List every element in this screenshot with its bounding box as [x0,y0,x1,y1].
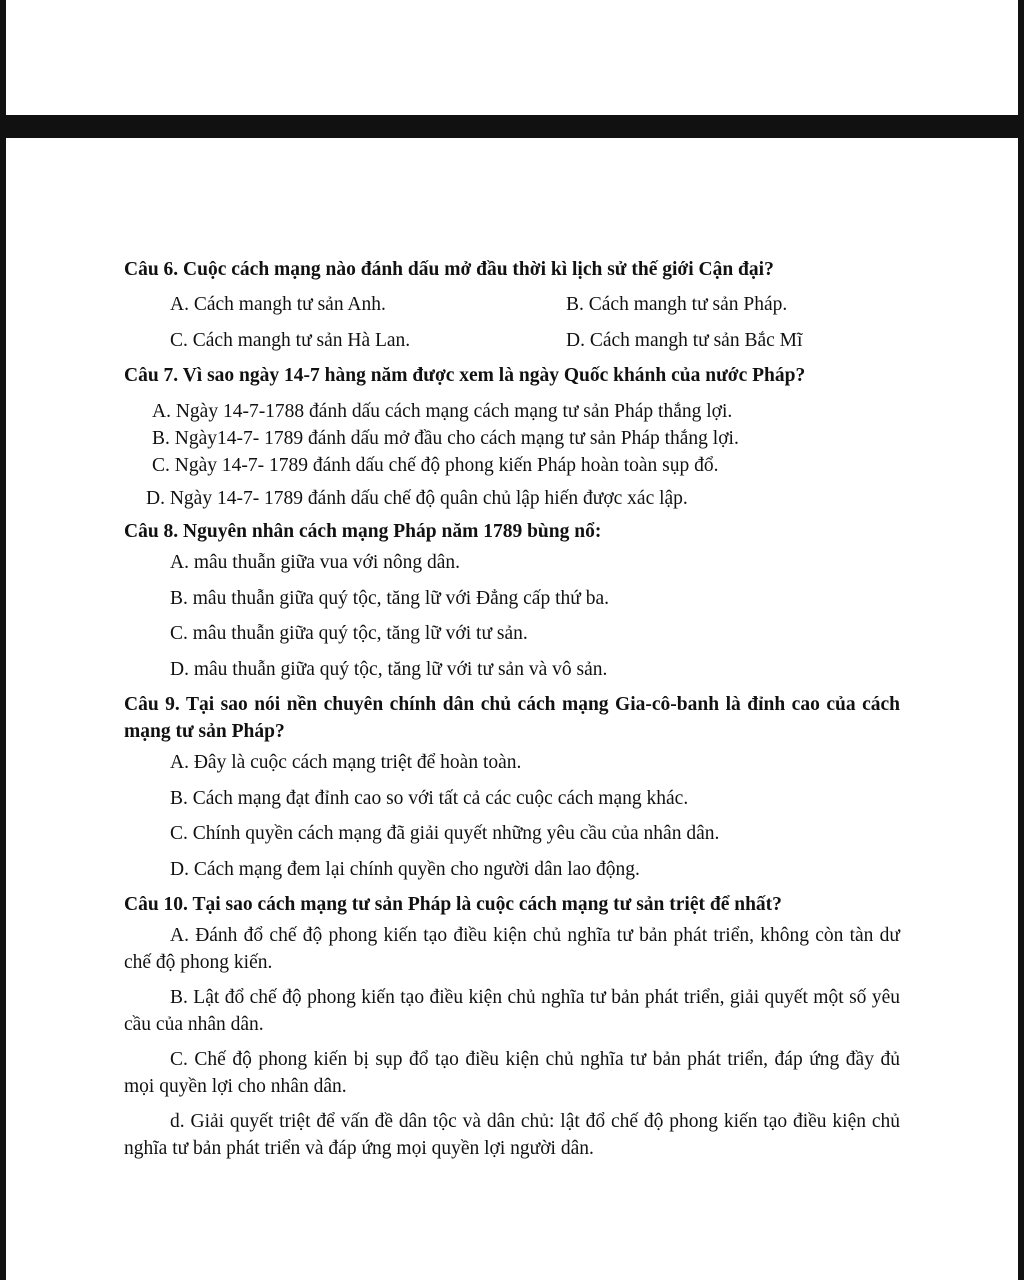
option: A. mâu thuẫn giữa vua với nông dân. [170,552,461,573]
option: C. Chế độ phong kiến bị sụp đổ tạo điều kiện chủ nghĩa tư bản phát triển, đáp ứng đầy đủ mọi quyền lợi cho nhân dân. [124,1049,900,1097]
option: B. Ngày14-7- 1789 đánh dấu mở đầu cho cách mạng tư sản Pháp thắng lợi. [152,428,739,449]
page-content [124,256,900,1170]
previous-page [6,0,1018,115]
option: A. Đánh đổ chế độ phong kiến tạo điều kiện chủ nghĩa tư bản phát triển, không còn tàn dư chế độ phong kiến. [124,925,900,973]
option: C. Cách mangh tư sản Hà Lan. [170,330,411,351]
option: B. Cách mạng đạt đỉnh cao so với tất cả các cuộc cách mạng khác. [170,787,689,809]
option: C. Ngày 14-7- 1789 đánh dấu chế độ phong kiến Pháp hoàn toàn sụp đổ. [152,455,719,476]
option: A. Ngày 14-7-1788 đánh dấu cách mạng cách mạng tư sản Pháp thắng lợi. [152,401,733,422]
option: A. Đây là cuộc cách mạng triệt để hoàn toàn. [170,752,522,773]
option: D. mâu thuẫn giữa quý tộc, tăng lữ với tư sản và vô sản. [170,658,608,680]
option: D. Cách mạng đem lại chính quyền cho người dân lao động. [170,858,640,880]
option: C. mâu thuẫn giữa quý tộc, tăng lữ với tư sản. [170,623,528,644]
question-8-title: Câu 8. Nguyên nhân cách mạng Pháp năm 1789 bùng nổ: [124,521,602,542]
option: B. Cách mangh tư sản Pháp. [566,294,788,315]
option: d. Giải quyết triệt để vấn đề dân tộc và dân chủ: lật đổ chế độ phong kiến tạo điều kiện chủ nghĩa tư bản phát triển và đáp ứng mọi quyền lợi người dân. [124,1111,900,1159]
question-8-options [124,549,900,683]
question-6-options [124,291,900,354]
option: C. Chính quyền cách mạng đã giải quyết những yêu cầu của nhân dân. [170,823,720,844]
option: D. Cách mangh tư sản Bắc Mĩ [566,330,803,351]
question-10-title: Câu 10. Tại sao cách mạng tư sản Pháp là cuộc cách mạng tư sản triệt để nhất? [124,894,782,915]
question-9-options [124,749,900,883]
option: A. Cách mangh tư sản Anh. [170,294,386,315]
document-page [6,138,1018,1280]
question-9-title: Câu 9. Tại sao nói nền chuyên chính dân chủ cách mạng Gia-cô-banh là đỉnh cao của cách mạng tư sản Pháp? [124,694,900,742]
option: B. Lật đổ chế độ phong kiến tạo điều kiện chủ nghĩa tư bản phát triển, giải quyết một số yêu cầu của nhân dân. [124,987,900,1035]
question-6-title: Câu 6. Cuộc cách mạng nào đánh dấu mở đầu thời kì lịch sử thế giới Cận đại? [124,259,774,280]
option: B. mâu thuẫn giữa quý tộc, tăng lữ với Đẳng cấp thứ ba. [170,587,609,609]
question-7-options [124,398,900,512]
question-7-title: Câu 7. Vì sao ngày 14-7 hàng năm được xem là ngày Quốc khánh của nước Pháp? [124,365,806,386]
option: D. Ngày 14-7- 1789 đánh dấu chế độ quân chủ lập hiến được xác lập. [146,488,688,509]
